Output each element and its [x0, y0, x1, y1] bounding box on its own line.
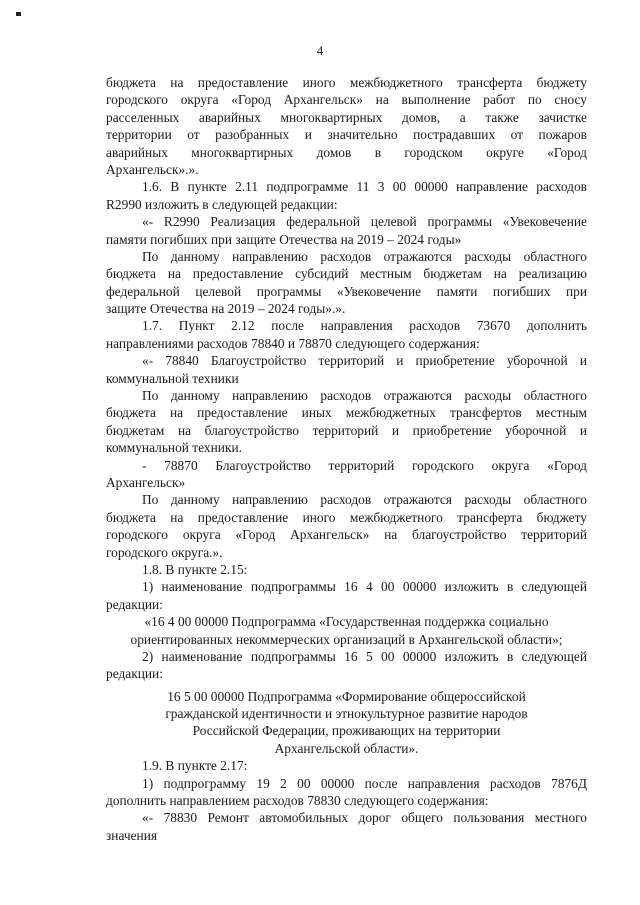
text-line: 1) подпрограмму 19 2 00 00000 после направления расходов 7876Д: [142, 775, 587, 791]
text-line: По данному направлению расходов отражаются расходы областного: [142, 492, 587, 508]
text-line: бюджетам на благоустройство территорий и приобретение уборочной и: [106, 422, 587, 438]
text-line: гражданской идентичности и этнокультурное развитие народов: [165, 706, 528, 722]
text-line: коммунальной техники: [106, 370, 239, 386]
text-line: бюджета на предоставление субсидий местным бюджетам на реализацию: [106, 266, 587, 282]
text-line: 16 5 00 00000 Подпрограмма «Формирование общероссийской: [167, 688, 526, 704]
text-line: Архангельск».».: [106, 161, 199, 177]
text-line: бюджета на предоставление иного межбюджетного трансферта бюджету: [106, 75, 587, 90]
text-line: «- 78840 Благоустройство территорий и приобретение уборочной и: [142, 353, 587, 369]
text-line: расселенных аварийных многоквартирных домов, а также зачистке: [106, 109, 587, 125]
text-line: коммунальной техники.: [106, 440, 242, 456]
text-line: редакции:: [106, 666, 163, 682]
text-line: защите Отечества на 2019 – 2024 годы».».: [106, 301, 346, 317]
text-line: Архангельской области».: [274, 740, 419, 756]
text-line: «- R2990 Реализация федеральной целевой программы «Увековечение: [142, 214, 587, 230]
text-line: 1.7. Пункт 2.12 после направления расходов 73670 дополнить: [142, 318, 587, 334]
text-line: 1.9. В пункте 2.17:: [142, 758, 248, 774]
text-line: По данному направлению расходов отражаются расходы областного: [142, 248, 587, 264]
text-line: бюджета на предоставление иных межбюджетных трансфертов местным: [106, 405, 587, 421]
document-body: [106, 74, 587, 844]
text-line: направлениями расходов 78840 и 78870 следующего содержания:: [106, 335, 480, 351]
text-line: 1.8. В пункте 2.15:: [142, 561, 248, 577]
text-line: По данному направлению расходов отражаются расходы областного: [142, 388, 587, 404]
text-line: территории от разобранных и значительно пострадавших от пожаров: [106, 127, 587, 143]
text-line: аварийных многоквартирных домов в городском округе «Город: [106, 144, 587, 160]
text-line: редакции:: [106, 596, 163, 612]
text-line: памяти погибших при защите Отечества на 2019 – 2024 годы»: [106, 231, 462, 247]
text-line: городского округа «Город Архангельск» на благоустройство территорий: [106, 527, 587, 543]
page-number: 4: [316, 43, 324, 58]
text-line: Архангельск»: [106, 474, 186, 490]
text-line: «16 4 00 00000 Подпрограмма «Государственная поддержка социально: [144, 614, 549, 630]
text-line: 2) наименование подпрограммы 16 5 00 00000 изложить в следующей: [142, 648, 587, 664]
text-line: 1) наименование подпрограммы 16 4 00 00000 изложить в следующей: [142, 579, 587, 595]
text-line: городского округа «Город Архангельск» на выполнение работ по сносу: [106, 92, 587, 108]
text-line: дополнить направлением расходов 78830 следующего содержания:: [106, 793, 489, 809]
text-line: R2990 изложить в следующей редакции:: [106, 196, 338, 212]
text-line: «- 78830 Ремонт автомобильных дорог общего пользования местного: [142, 810, 587, 826]
text-line: городского округа.».: [106, 544, 223, 560]
text-line: значения: [106, 827, 158, 843]
text-line: Российской Федерации, проживающих на территории: [192, 723, 501, 739]
text-line: ориентированных некоммерческих организаций в Архангельской области»;: [130, 631, 563, 647]
text-line: федеральной целевой программы «Увековечение памяти погибших при: [106, 283, 587, 299]
text-line: 1.6. В пункте 2.11 подпрограмме 11 3 00 00000 направление расходов: [142, 179, 587, 195]
text-line: - 78870 Благоустройство территорий городского округа «Город: [142, 457, 587, 473]
text-line: бюджета на предоставление иного межбюджетного трансферта бюджету: [106, 509, 587, 525]
scan-mark: [16, 12, 21, 16]
